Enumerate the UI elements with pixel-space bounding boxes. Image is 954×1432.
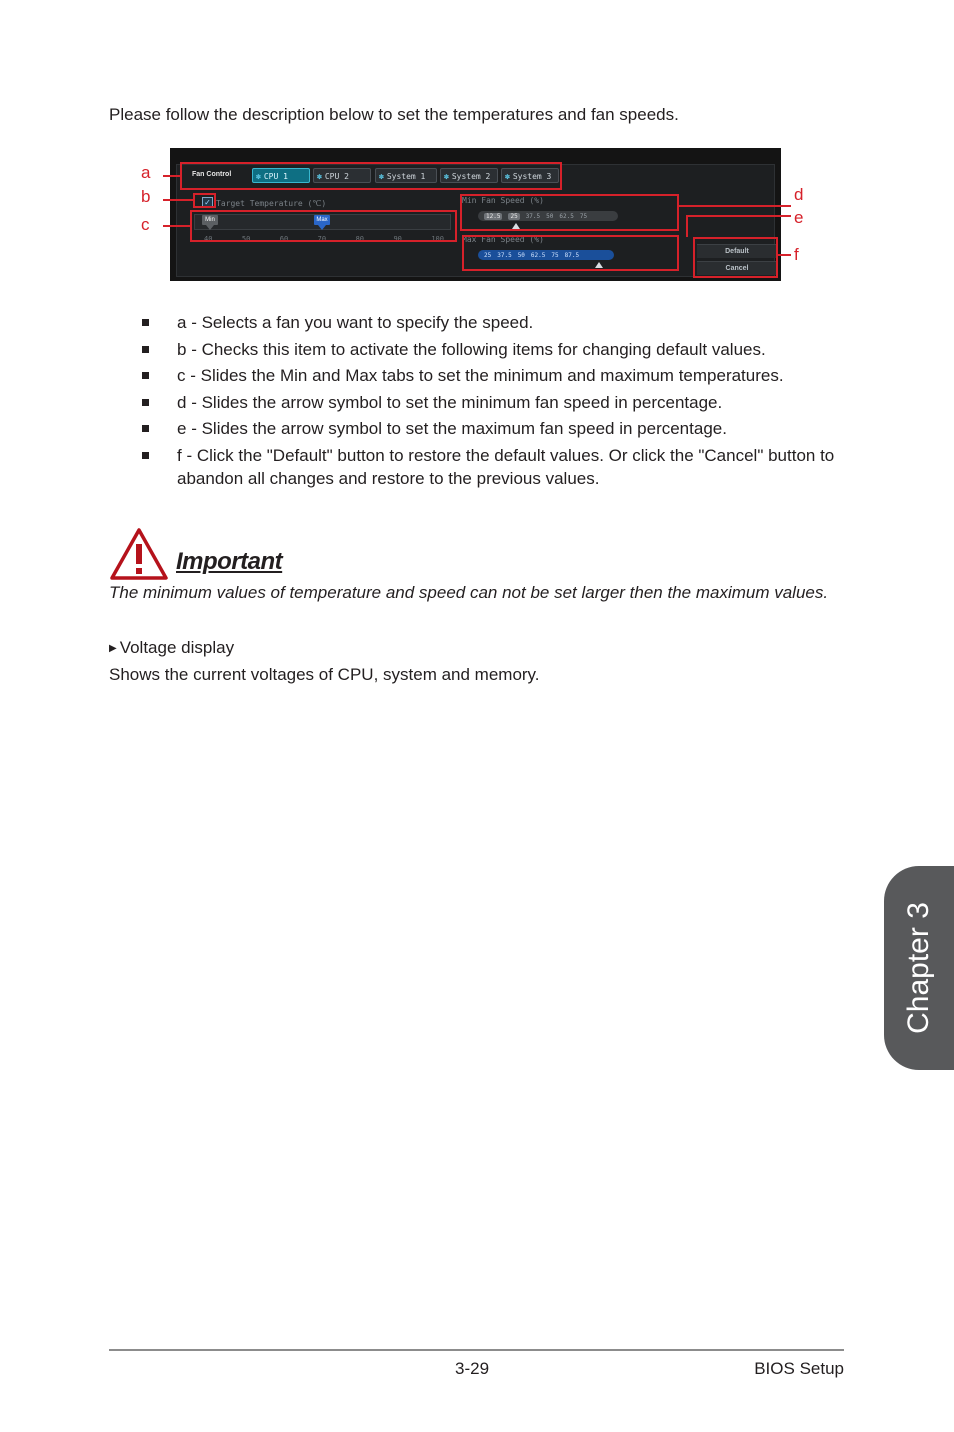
bullet-square xyxy=(142,346,149,353)
item-key: d xyxy=(177,392,187,412)
temp-tick: 40 xyxy=(204,235,213,243)
fan-icon: ✽ xyxy=(256,172,261,181)
important-text: The minimum values of temperature and speed can not be set larger then the maximum values. xyxy=(109,583,829,602)
target-temp-title: Target Temperature (℃) xyxy=(216,199,327,208)
footer-section: BIOS Setup xyxy=(754,1359,844,1378)
callout-line-a xyxy=(163,175,180,177)
callout-line-b xyxy=(163,199,193,201)
list-item xyxy=(142,338,862,361)
chapter-label-wrap xyxy=(884,866,954,1070)
voltage-display-heading: ▶ Voltage display xyxy=(109,638,235,657)
tab-system-3[interactable]: ✽ System 3 xyxy=(501,168,559,183)
item-key: f xyxy=(177,445,182,465)
callout-label-b: b xyxy=(141,187,151,206)
temp-tick: 60 xyxy=(279,235,289,243)
max-fan-value: 87.5 xyxy=(564,251,580,259)
item-key: e xyxy=(177,419,187,438)
voltage-display-text: Shows the current voltages of CPU, system and memory. xyxy=(109,665,540,684)
bullet-square xyxy=(142,372,149,379)
callout-label-f: f xyxy=(794,245,799,264)
tab-cpu-2[interactable]: ✽ CPU 2 xyxy=(313,168,371,183)
callout-box-e xyxy=(462,235,679,271)
callout-box-c xyxy=(190,210,457,242)
item-text: - Click the "Default" button to restore the default values. Or click the "Cancel" button to abandon all changes and restore to the previous values. xyxy=(177,445,835,488)
max-fan-value: 25 xyxy=(484,251,492,259)
fan-icon: ✽ xyxy=(444,172,449,181)
chapter-label: Chapter 3 xyxy=(902,902,935,1034)
callout-line-f xyxy=(778,254,791,256)
fan-control-label: Fan Control xyxy=(192,171,232,178)
callout-line-e xyxy=(688,215,791,217)
callout-label-c: c xyxy=(141,215,150,234)
item-key: a xyxy=(177,313,187,332)
fan-icon: ✽ xyxy=(379,172,384,181)
item-key: b xyxy=(177,339,187,359)
max-fan-value: 62.5 xyxy=(530,251,546,259)
list-item xyxy=(142,417,862,440)
bullet-square xyxy=(142,452,149,459)
bullet-square xyxy=(142,425,149,432)
callout-box-a xyxy=(180,162,562,190)
callout-line-c xyxy=(163,225,190,227)
fan-icon: ✽ xyxy=(505,172,510,181)
footer-rule xyxy=(109,1349,844,1351)
callout-box-d xyxy=(460,194,679,231)
page-number: 3-29 xyxy=(455,1359,490,1378)
target-temp-checkbox[interactable]: ✓ xyxy=(202,197,213,208)
max-fan-value: 50 xyxy=(517,251,525,259)
fan-icon: ✽ xyxy=(317,172,322,181)
max-fan-title: Max Fan Speed (%) xyxy=(462,235,544,244)
min-fan-title: Min Fan Speed (%) xyxy=(462,196,544,205)
list-item xyxy=(142,311,862,334)
callout-line-d xyxy=(679,205,791,207)
callout-line-e-vertical xyxy=(686,215,688,237)
item-text: - Checks this item to activate the following items for changing default values. xyxy=(186,339,766,359)
tab-cpu-1[interactable]: ✽ CPU 1 xyxy=(252,168,310,183)
tab-system-1[interactable]: ✽ System 1 xyxy=(375,168,437,183)
important-heading: Important xyxy=(176,548,283,575)
list-item xyxy=(142,364,862,387)
tab-system-2[interactable]: ✽ System 2 xyxy=(440,168,498,183)
item-text: - Slides the arrow symbol to set the maximum fan speed in percentage. xyxy=(186,419,727,438)
callout-label-e: e xyxy=(794,208,804,227)
temp-tick: 100 xyxy=(431,235,444,243)
item-key: c xyxy=(177,366,186,385)
callout-box-b xyxy=(193,193,216,208)
min-fan-value: 50 xyxy=(546,212,554,220)
item-text: - Slides the arrow symbol to set the minimum fan speed in percentage. xyxy=(186,392,723,412)
max-fan-value: 75 xyxy=(551,251,559,259)
max-fan-value: 37.5 xyxy=(497,251,512,259)
cancel-button[interactable]: Cancel xyxy=(697,261,777,275)
item-text: - Selects a fan you want to specify the speed. xyxy=(186,313,534,332)
min-fan-value: 37.5 xyxy=(525,212,541,220)
bullet-square xyxy=(142,319,149,326)
item-text: - Slides the Min and Max tabs to set the minimum and maximum temperatures. xyxy=(185,366,784,385)
triangle-right-icon: ▶ xyxy=(109,643,117,654)
min-fan-value: 25 xyxy=(510,212,518,220)
list-item xyxy=(142,444,862,490)
temp-tick: 70 xyxy=(317,235,327,243)
callout-label-d: d xyxy=(794,185,804,204)
temp-tick: 90 xyxy=(393,235,402,243)
intro-text: Please follow the description below to set the temperatures and fan speeds. xyxy=(109,105,679,124)
default-button[interactable]: Default xyxy=(697,244,777,258)
callout-label-a: a xyxy=(141,163,151,182)
min-fan-value: 75 xyxy=(579,212,588,220)
min-fan-value: 62.5 xyxy=(559,212,574,220)
min-temp-handle[interactable]: Min xyxy=(202,215,218,225)
description-list xyxy=(142,311,862,493)
bullet-square xyxy=(142,399,149,406)
warning-icon xyxy=(109,527,169,581)
temp-tick: 80 xyxy=(355,235,364,243)
max-temp-handle[interactable]: Max xyxy=(314,215,330,225)
min-fan-value: 12.5 xyxy=(486,212,501,220)
callout-box-f xyxy=(693,237,778,278)
list-item xyxy=(142,391,862,414)
temp-tick: 50 xyxy=(241,235,251,243)
